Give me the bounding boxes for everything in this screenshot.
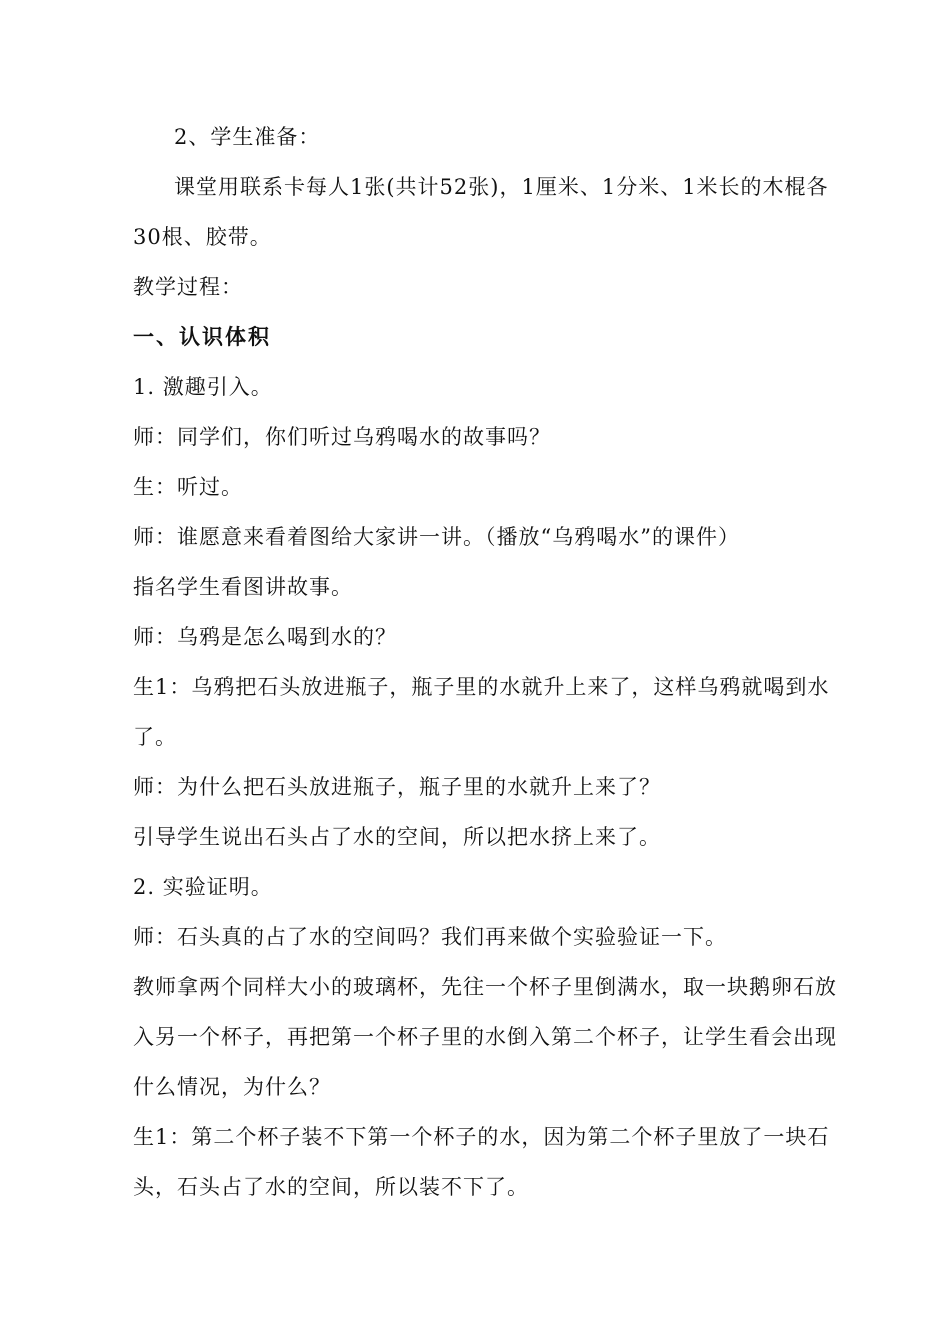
subsection-heading: 2. 实验证明。 <box>133 875 273 899</box>
dialogue-line: 师：同学们，你们听过乌鸦喝水的故事吗？ <box>133 425 551 449</box>
dialogue-line: 师：乌鸦是怎么喝到水的？ <box>133 625 397 649</box>
subsection-heading: 1. 激趣引入。 <box>133 375 273 399</box>
paragraph-line: 指名学生看图讲故事。 <box>133 575 353 599</box>
dialogue-line: 师：石头真的占了水的空间吗？我们再来做个实验验证一下。 <box>133 925 727 949</box>
dialogue-line: 师：谁愿意来看着图给大家讲一讲。（播放“乌鸦喝水”的课件） <box>133 525 740 549</box>
paragraph-line: 教师拿两个同样大小的玻璃杯，先往一个杯子里倒满水，取一块鹅卵石放 <box>133 975 837 999</box>
student-prep-text: 课堂用联系卡每人1张(共计52张)，1厘米、1分米、1米长的木棍各 <box>174 175 829 199</box>
dialogue-line: 生1：第二个杯子装不下第一个杯子的水，因为第二个杯子里放了一块石 <box>133 1125 830 1149</box>
student-prep-label: 2、学生准备： <box>174 125 321 149</box>
paragraph-line: 引导学生说出石头占了水的空间，所以把水挤上来了。 <box>133 825 661 849</box>
dialogue-line: 生：听过。 <box>133 475 243 499</box>
dialogue-line: 生1：乌鸦把石头放进瓶子，瓶子里的水就升上来了，这样乌鸦就喝到水 <box>133 675 830 699</box>
teaching-process-label: 教学过程： <box>133 275 243 299</box>
student-prep-text-cont: 30根、胶带。 <box>133 225 272 249</box>
dialogue-line: 师：为什么把石头放进瓶子，瓶子里的水就升上来了？ <box>133 775 661 799</box>
paragraph-line-cont: 什么情况，为什么？ <box>133 1075 331 1099</box>
dialogue-line-cont: 头，石头占了水的空间，所以装不下了。 <box>133 1175 529 1199</box>
paragraph-line-cont: 入另一个杯子，再把第一个杯子里的水倒入第二个杯子，让学生看会出现 <box>133 1025 837 1049</box>
section-heading: 一、认识体积 <box>133 325 271 349</box>
dialogue-line-cont: 了。 <box>133 725 177 749</box>
